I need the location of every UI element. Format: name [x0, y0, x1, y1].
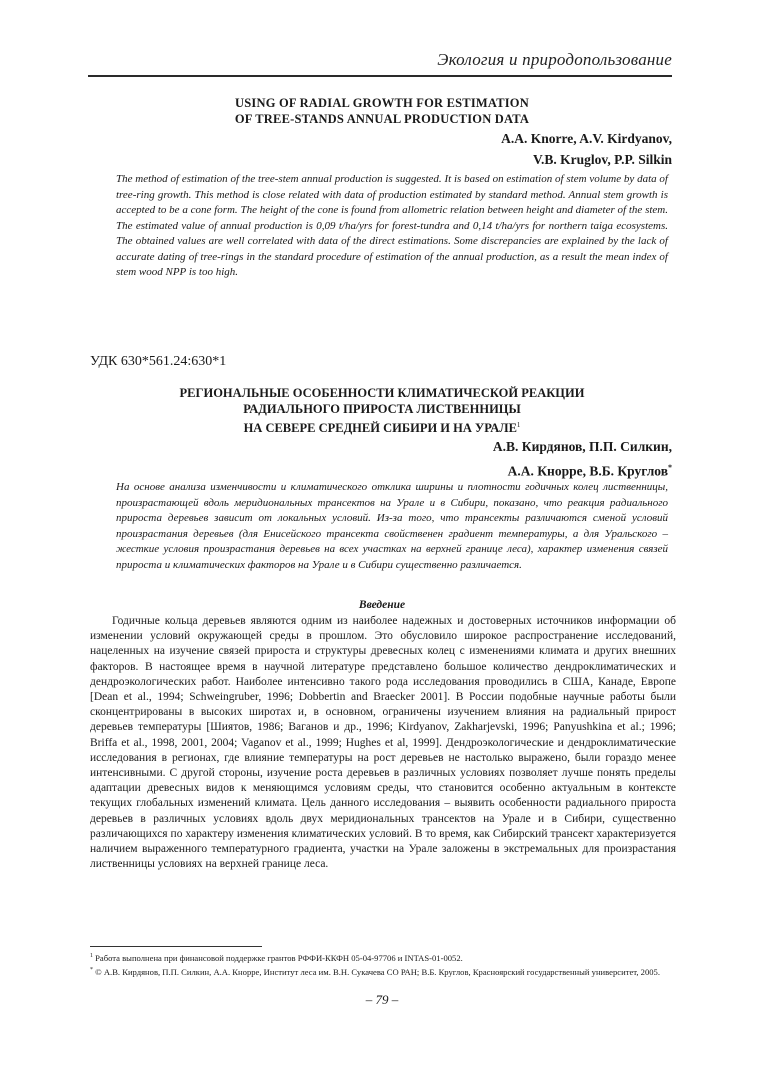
russian-authors-line-2	[493, 457, 672, 482]
english-authors-line-1: A.A. Knorre, A.V. Kirdyanov,	[501, 131, 672, 146]
russian-title	[0, 385, 764, 436]
russian-title-line-2: РАДИАЛЬНОГО ПРИРОСТА ЛИСТВЕННИЦЫ	[243, 402, 521, 416]
header-rule	[88, 75, 672, 77]
footnotes	[90, 951, 680, 980]
russian-authors	[493, 436, 672, 482]
running-head: Экология и природопользование	[437, 50, 672, 69]
footnote-2-text: © А.В. Кирдянов, П.П. Силкин, А.А. Кнорре, Институт леса им. В.Н. Сукачева СО РАН; В.Б. Круглов, Красноярский государственный университет, 2005.	[95, 967, 661, 978]
english-title-line-2: OF TREE-STANDS ANNUAL PRODUCTION DATA	[234, 112, 530, 126]
page-number: – 79 –	[365, 992, 399, 1007]
introduction-paragraph: Годичные кольца деревьев являются одним из наиболее надежных и достоверных источников информации об изменении условий окружающей среды в прошлом. Это обусловило широкое распространение исследований, нацеленных на изучение связей прироста и структуры древесных колец с изменениями климата и других внешних факторов. В настоящее время в научной литературе представлено большое количество дендроклиматических и дендроэкологических работ. Наиболее интенсивно такого рода исследования проводились в США, Канаде, Европе [Dean et al., 1994; Schweingruber, 1996; Dobbertin and Braecker 2001]. В России подобные научные работы были сконцентрированы в высоких широтах и, в основном, ограничены изучением влияния на радиальный прирост деревьев температуры [Шиятов, 1986; Ваганов и др., 1996; Kirdyanov, Zakharjevski, 1996; Panyushkina et al.; 1996; Briffa et al., 1998, 2001, 2004; Vaganov et al., 1999; Hughes et al, 1999]. Дендроэкологические и дендроклиматические исследования в регионах, где влияние температуры на рост деревьев не настолько выражено, были гораздо менее интенсивными. С другой стороны, изучение роста деревьев в различных условиях позволяет лучше понять пределы адаптации древесных видов к меняющимся условиям среды, что становится особенно актуальным в контексте текущих глобальных изменений климата. Цель данного исследования – выявить особенности радиального прироста деревьев в различных условиях вдоль двух меридиональных трансектов на Урале и в Сибири, существенно различающихся по характеру изменения климатических условий. В то время, как Сибирский трансект характеризуется наличием выраженного температурного градиента, участки на Урале заложены в экстремальных для произрастания лиственницы условиях на верхней границе леса.	[90, 615, 676, 871]
english-title-line-1: USING OF RADIAL GROWTH FOR ESTIMATION	[235, 96, 529, 110]
english-authors	[501, 128, 672, 170]
introduction-heading: Введение	[358, 599, 406, 611]
russian-abstract: На основе анализа изменчивости и климатического отклика ширины и плотности годичных колец лиственницы, произрастающей вдоль меридиональных трансектов на Урале и в Сибири, показано, что реакция радиального прироста деревьев зависит от локальных условий. Из-за того, что трансекты различаются сменой условий произрастания деревьев (для Енисейского трансекта свойственен градиент температуры, а для Уральского – жесткие условия произрастания деревьев на всех участках на верхней границе леса), характер изменения связей прироста и климатических факторов на Урале и в Сибири существенно различается.	[116, 481, 668, 571]
russian-title-line-3-text: НА СЕВЕРЕ СРЕДНЕЙ СИБИРИ И НА УРАЛЕ	[243, 421, 517, 436]
english-abstract: The method of estimation of the tree-stem annual production is suggested. It is based on estimation of stem volume by data of tree-ring growth. This method is close related with data of production estimated by standard method. Annual stem growth is accepted to be a cone form. The height of the cone is found from allometric relation between height and diameter of the stem. The estimated value of annual production is 0,09 t/ha/yrs for forest-tundra and 0,14 t/ha/yrs for northern taiga ecosystems. The obtained values are well correlated with data of the direct estimations. Some discrepancies are explained by the lack of accurate dating of tree-rings in the standard procedure of estimation of the annual production, as a result the mean index of stem wood NPP is too high.	[116, 173, 668, 278]
russian-authors-line-1: А.В. Кирдянов, П.П. Силкин,	[492, 439, 672, 454]
english-title	[0, 95, 764, 127]
footnote-1-text: Работа выполнена при финансовой поддержке грантов РФФИ-ККФН 05-04-97706 и INTAS-01-0052.	[95, 952, 463, 963]
footnote-2	[90, 965, 680, 978]
russian-authors-line-2-text: А.А. Кнорре, В.Б. Круглов	[507, 463, 668, 479]
footnote-rule	[90, 946, 262, 947]
russian-title-line-1: РЕГИОНАЛЬНЫЕ ОСОБЕННОСТИ КЛИМАТИЧЕСКОЙ РЕАКЦИИ	[179, 386, 585, 400]
authors-footnote-mark: *	[668, 463, 672, 472]
footnote-1	[90, 951, 680, 964]
english-authors-line-2: V.B. Kruglov, P.P. Silkin	[532, 152, 672, 167]
udk-code: УДК 630*561.24:630*1	[90, 354, 227, 369]
footnote-2-mark: *	[90, 967, 93, 974]
title-footnote-mark: 1	[516, 421, 521, 429]
footnote-1-mark: 1	[90, 953, 93, 959]
russian-title-line-3	[0, 417, 764, 436]
